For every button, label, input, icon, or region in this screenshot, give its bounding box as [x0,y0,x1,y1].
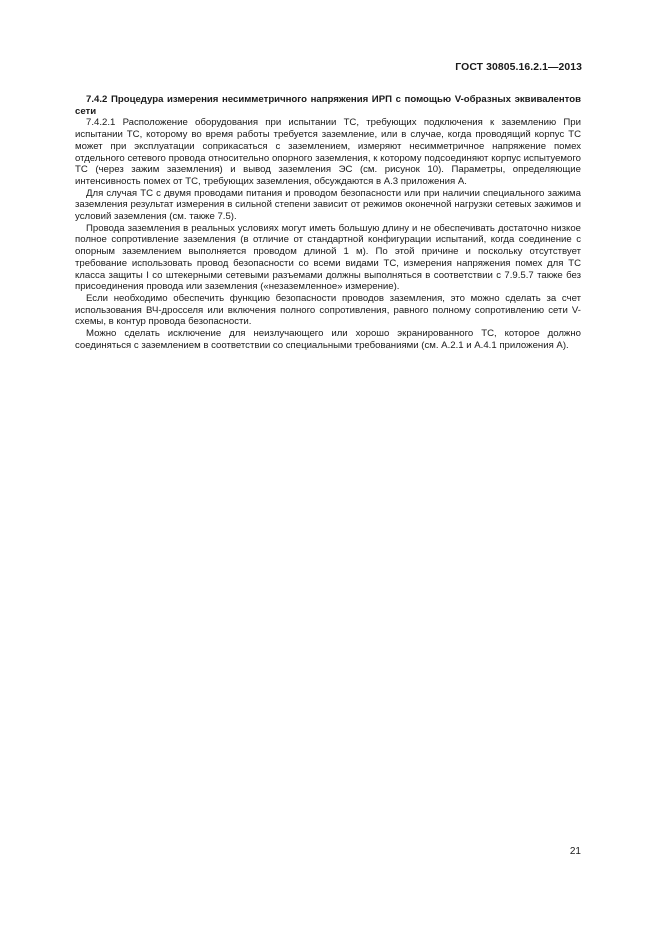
paragraph-3: Провода заземления в реальных условиях могут иметь большую длину и не обеспечивать достаточно низкое полное сопротивление заземления (в отличие от стандартной конфигурации испытаний, когда соединение с опорным заземлением выполняется проводом длиной 1 м). По этой причине и поскольку отсутствует требование использовать провод безопасности со всеми видами ТС, измерения напряжения помех для ТС класса защиты I со штекерными сетевыми разъемами должны выполняться в соответствии с 7.9.5.7 также без присоединения провода или заземления («незаземленное» измерение). [75,222,581,293]
paragraph-5: Можно сделать исключение для неизлучающего или хорошо экранированного ТС, которое должно соединяться с заземлением в соответствии со специальными требованиями (см. А.2.1 и А.4.1 приложения А). [75,328,581,351]
document-body [75,94,581,351]
paragraph-1: 7.4.2.1 Расположение оборудования при испытании ТС, требующих подключения к заземлению При испытании ТС, которому во время работы требуется заземление, или в случае, когда проводящий корпус ТС может при эксплуатации соприкасаться с заземлением, измеряют несимметричное напряжение помех отдельного сетевого провода относительно опорного заземления, к которому подсоединяют корпус испытуемого ТС (через зажим заземления) и вывод заземления ЭС (см. рисунок 10). Параметры, определяющие интенсивность помех от ТС, требующих заземления, обсуждаются в А.3 приложения А. [75,117,581,187]
paragraph-2: Для случая ТС с двумя проводами питания и проводом безопасности или при наличии специального зажима заземления результат измерения в сильной степени зависит от режимов оконечной нагрузки сетевых зажимов и условий заземления (см. также 7.5). [75,187,581,223]
paragraph-4: Если необходимо обеспечить функцию безопасности проводов заземления, это можно сделать за счет использования ВЧ-дросселя или включения полного сопротивления, равного полному сопротивлению сети V-схемы, в контур провода безопасности. [75,292,581,328]
section-heading: 7.4.2 Процедура измерения несимметричного напряжения ИРП с помощью V-образных эквивалентов сети [75,94,581,117]
page-number: 21 [569,846,581,857]
standard-code-header: ГОСТ 30805.16.2.1—2013 [455,62,582,73]
